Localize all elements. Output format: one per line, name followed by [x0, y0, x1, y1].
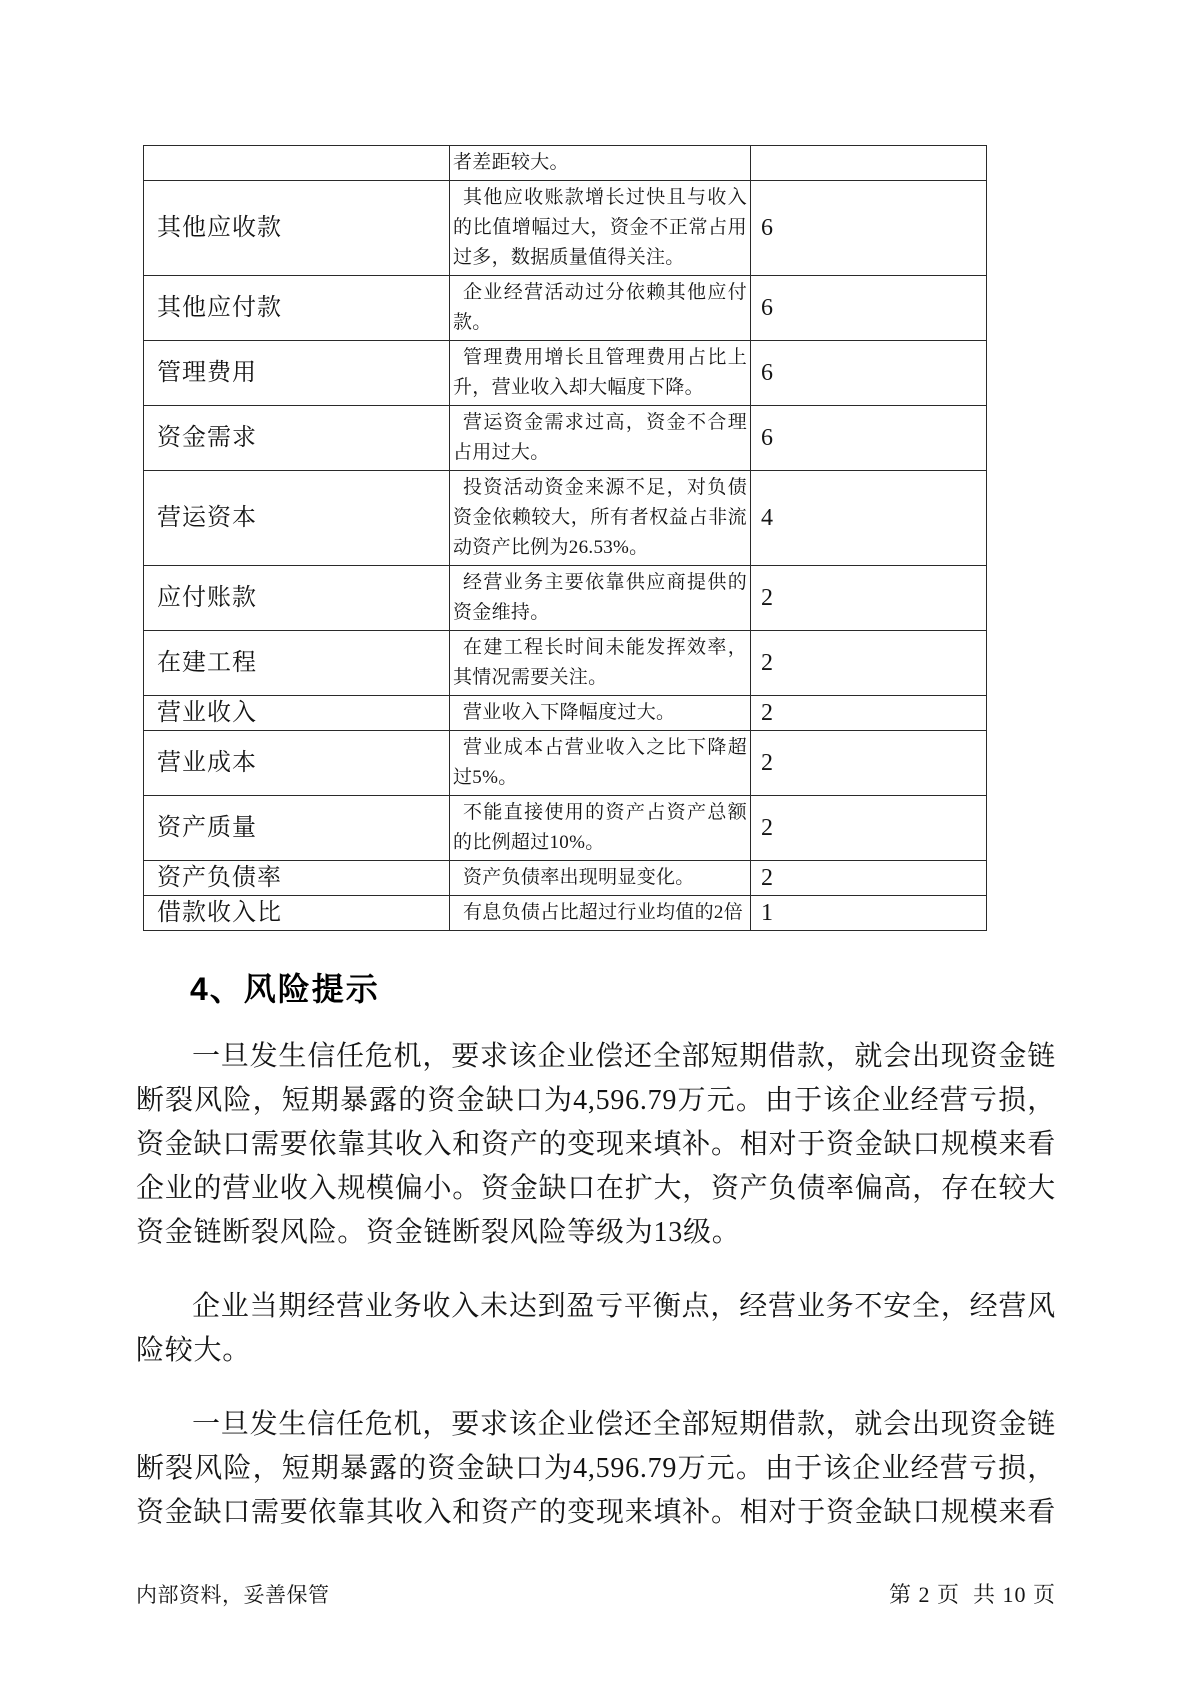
indicator-cell: 营业收入 [144, 696, 450, 731]
description-cell: 资产负债率出现明显变化。 [450, 861, 751, 896]
page-footer [136, 1578, 1056, 1609]
indicator-cell: 其他应收款 [144, 181, 450, 276]
risk-paragraph-2: 企业当期经营业务收入未达到盈亏平衡点，经营业务不安全，经营风险较大。 [136, 1291, 1056, 1366]
score-cell: 2 [751, 696, 987, 731]
table-row [144, 796, 987, 861]
score-cell: 2 [751, 631, 987, 696]
description-cell: 不能直接使用的资产占资产总额的比例超过10%。 [450, 796, 751, 861]
table-row [144, 276, 987, 341]
indicator-cell [144, 146, 450, 181]
risk-paragraph-3: 一旦发生信任危机，要求该企业偿还全部短期借款，就会出现资金链断裂风险，短期暴露的资金缺口为4,596.79万元。由于该企业经营亏损，资金缺口需要依靠其收入和资产的变现来填补。相对于资金缺口规模来看 [136, 1409, 1057, 1528]
description-cell: 经营业务主要依靠供应商提供的资金维持。 [450, 566, 751, 631]
indicator-cell: 资金需求 [144, 406, 450, 471]
indicator-cell: 管理费用 [144, 341, 450, 406]
table-row [144, 181, 987, 276]
indicator-cell: 借款收入比 [144, 896, 450, 931]
score-cell: 6 [751, 181, 987, 276]
description-cell: 营运资金需求过高，资金不合理占用过大。 [450, 406, 751, 471]
score-cell: 6 [751, 341, 987, 406]
score-cell: 2 [751, 861, 987, 896]
table-row [144, 731, 987, 796]
table-row [144, 146, 987, 181]
table-row [144, 896, 987, 931]
score-cell: 2 [751, 731, 987, 796]
indicator-cell: 应付账款 [144, 566, 450, 631]
section-heading: 4、风险提示 [190, 971, 380, 1007]
table-row [144, 631, 987, 696]
score-cell: 2 [751, 796, 987, 861]
indicator-cell: 资产质量 [144, 796, 450, 861]
score-cell: 6 [751, 276, 987, 341]
page-number: 第 2 页 共 10 页 [888, 1582, 1056, 1607]
indicator-cell: 营运资本 [144, 471, 450, 566]
score-cell: 1 [751, 896, 987, 931]
score-cell: 4 [751, 471, 987, 566]
table-row [144, 566, 987, 631]
risk-table-body [144, 146, 987, 931]
risk-indicator-table [143, 145, 987, 931]
description-cell: 在建工程长时间未能发挥效率，其情况需要关注。 [450, 631, 751, 696]
description-cell: 企业经营活动过分依赖其他应付款。 [450, 276, 751, 341]
confidentiality-note: 内部资料，妥善保管 [136, 1584, 330, 1607]
score-cell [751, 146, 987, 181]
risk-paragraph-1: 一旦发生信任危机，要求该企业偿还全部短期借款，就会出现资金链断裂风险，短期暴露的资金缺口为4,596.79万元。由于该企业经营亏损，资金缺口需要依靠其收入和资产的变现来填补。相对于资金缺口规模来看企业的营业收入规模偏小。资金缺口在扩大，资产负债率偏高，存在较大资金链断裂风险。资金链断裂风险等级为13级。 [136, 1041, 1057, 1248]
indicator-cell: 营业成本 [144, 731, 450, 796]
description-cell: 者差距较大。 [450, 146, 751, 181]
description-cell: 营业成本占营业收入之比下降超过5%。 [450, 731, 751, 796]
table-row [144, 861, 987, 896]
indicator-cell: 资产负债率 [144, 861, 450, 896]
description-cell: 有息负债占比超过行业均值的2倍 [450, 896, 751, 931]
score-cell: 2 [751, 566, 987, 631]
table-row [144, 471, 987, 566]
score-cell: 6 [751, 406, 987, 471]
indicator-cell: 在建工程 [144, 631, 450, 696]
table-row [144, 696, 987, 731]
description-cell: 其他应收账款增长过快且与收入的比值增幅过大，资金不正常占用过多，数据质量值得关注。 [450, 181, 751, 276]
description-cell: 管理费用增长且管理费用占比上升，营业收入却大幅度下降。 [450, 341, 751, 406]
indicator-cell: 其他应付款 [144, 276, 450, 341]
description-cell: 营业收入下降幅度过大。 [450, 696, 751, 731]
table-row [144, 341, 987, 406]
description-cell: 投资活动资金来源不足，对负债资金依赖较大，所有者权益占非流动资产比例为26.53%。 [450, 471, 751, 566]
table-row [144, 406, 987, 471]
